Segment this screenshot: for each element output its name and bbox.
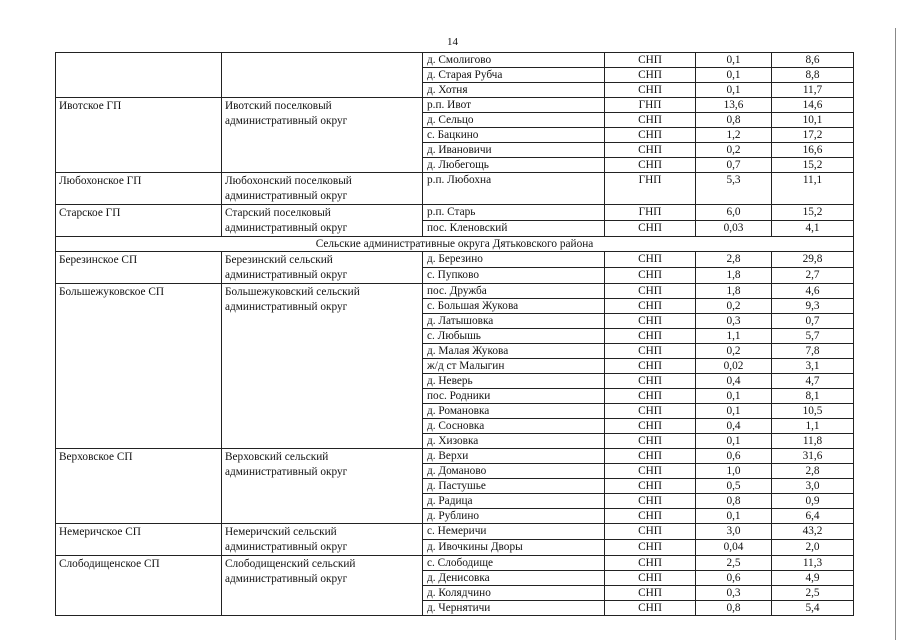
settlement-cell: д. Ивочкины Дворы (423, 540, 605, 556)
type-cell: ГНП (605, 205, 696, 221)
settlement-cell: д. Пастушье (423, 479, 605, 494)
value1-cell: 13,6 (696, 98, 772, 113)
value1-cell: 0,1 (696, 509, 772, 524)
settlement-cell: д. Смолигово (423, 53, 605, 68)
type-cell: СНП (605, 359, 696, 374)
value2-cell: 10,5 (772, 404, 854, 419)
value2-cell: 3,1 (772, 359, 854, 374)
value2-cell: 15,2 (772, 205, 854, 221)
type-cell: СНП (605, 53, 696, 68)
area-cell: Немеричское СП (56, 524, 222, 556)
table-row (56, 284, 854, 299)
value1-cell: 0,1 (696, 53, 772, 68)
value2-cell: 11,8 (772, 434, 854, 449)
value1-cell: 0,1 (696, 389, 772, 404)
value2-cell: 6,4 (772, 509, 854, 524)
section-title: Сельские административные округа Дятьковского района (56, 237, 854, 252)
value2-cell: 7,8 (772, 344, 854, 359)
type-cell: СНП (605, 389, 696, 404)
value1-cell: 1,1 (696, 329, 772, 344)
settlement-cell: д. Денисовка (423, 571, 605, 586)
settlement-cell: д. Хизовка (423, 434, 605, 449)
value2-cell: 8,8 (772, 68, 854, 83)
type-cell: СНП (605, 479, 696, 494)
table-body-urban (56, 53, 854, 237)
type-cell: СНП (605, 540, 696, 556)
value1-cell: 0,4 (696, 374, 772, 389)
table-body-rural (56, 252, 854, 616)
district-cell: Березинский сельский административный округ (222, 252, 423, 284)
type-cell: СНП (605, 252, 696, 268)
settlement-cell: д. Хотня (423, 83, 605, 98)
type-cell: СНП (605, 268, 696, 284)
district-cell: Большежуковский сельский административный округ (222, 284, 423, 449)
value1-cell: 0,04 (696, 540, 772, 556)
settlement-cell: с. Бацкино (423, 128, 605, 143)
type-cell: ГНП (605, 98, 696, 113)
value2-cell: 8,6 (772, 53, 854, 68)
area-cell: Березинское СП (56, 252, 222, 284)
table-row (56, 173, 854, 205)
type-cell: СНП (605, 221, 696, 237)
area-cell: Любохонское ГП (56, 173, 222, 205)
table-row (56, 98, 854, 113)
value2-cell: 17,2 (772, 128, 854, 143)
settlement-cell: пос. Дружба (423, 284, 605, 299)
value2-cell: 16,6 (772, 143, 854, 158)
value1-cell: 1,8 (696, 284, 772, 299)
area-cell: Большежуковское СП (56, 284, 222, 449)
type-cell: СНП (605, 494, 696, 509)
type-cell: СНП (605, 524, 696, 540)
value1-cell: 0,3 (696, 314, 772, 329)
value1-cell: 0,4 (696, 419, 772, 434)
type-cell: СНП (605, 464, 696, 479)
value1-cell: 0,03 (696, 221, 772, 237)
settlement-cell: с. Большая Жукова (423, 299, 605, 314)
value1-cell: 5,3 (696, 173, 772, 205)
value1-cell: 0,8 (696, 113, 772, 128)
value2-cell: 11,1 (772, 173, 854, 205)
settlement-cell: пос. Родники (423, 389, 605, 404)
table-row (56, 252, 854, 268)
value2-cell: 2,5 (772, 586, 854, 601)
type-cell: СНП (605, 601, 696, 616)
value2-cell: 14,6 (772, 98, 854, 113)
type-cell: СНП (605, 509, 696, 524)
district-cell: Ивотский поселковый административный округ (222, 98, 423, 173)
value2-cell: 3,0 (772, 479, 854, 494)
value2-cell: 0,9 (772, 494, 854, 509)
value2-cell: 8,1 (772, 389, 854, 404)
settlement-cell: пос. Кленовский (423, 221, 605, 237)
value2-cell: 2,7 (772, 268, 854, 284)
settlement-cell: с. Слободище (423, 556, 605, 571)
settlement-cell: д. Старая Рубча (423, 68, 605, 83)
settlement-cell: д. Рублино (423, 509, 605, 524)
settlement-cell: д. Сосновка (423, 419, 605, 434)
value2-cell: 9,3 (772, 299, 854, 314)
value2-cell: 4,1 (772, 221, 854, 237)
settlement-cell: д. Ивановичи (423, 143, 605, 158)
type-cell: СНП (605, 299, 696, 314)
value1-cell: 0,1 (696, 83, 772, 98)
value2-cell: 4,7 (772, 374, 854, 389)
settlement-cell: д. Чернятичи (423, 601, 605, 616)
table-section-header (56, 237, 854, 252)
type-cell: СНП (605, 143, 696, 158)
value1-cell: 0,2 (696, 344, 772, 359)
area-cell: Слободищенское СП (56, 556, 222, 616)
value2-cell: 10,1 (772, 113, 854, 128)
value2-cell: 11,7 (772, 83, 854, 98)
value1-cell: 1,8 (696, 268, 772, 284)
area-cell (56, 53, 222, 98)
type-cell: СНП (605, 314, 696, 329)
value2-cell: 2,8 (772, 464, 854, 479)
settlement-cell: с. Пупково (423, 268, 605, 284)
district-cell: Слободищенский сельский административный округ (222, 556, 423, 616)
settlement-cell: р.п. Любохна (423, 173, 605, 205)
settlement-cell: д. Доманово (423, 464, 605, 479)
type-cell: СНП (605, 434, 696, 449)
value1-cell: 0,6 (696, 449, 772, 464)
settlement-cell: д. Радица (423, 494, 605, 509)
value1-cell: 1,0 (696, 464, 772, 479)
type-cell: СНП (605, 586, 696, 601)
area-cell: Ивотское ГП (56, 98, 222, 173)
table-row (56, 556, 854, 571)
settlement-cell: р.п. Ивот (423, 98, 605, 113)
value1-cell: 6,0 (696, 205, 772, 221)
district-cell: Верховский сельский административный округ (222, 449, 423, 524)
type-cell: СНП (605, 374, 696, 389)
settlements-table (55, 52, 854, 616)
district-cell (222, 53, 423, 98)
district-cell: Немеричский сельский административный округ (222, 524, 423, 556)
type-cell: СНП (605, 284, 696, 299)
type-cell: СНП (605, 83, 696, 98)
area-cell: Старское ГП (56, 205, 222, 237)
type-cell: СНП (605, 449, 696, 464)
page-edge-line (895, 28, 896, 640)
value1-cell: 0,8 (696, 494, 772, 509)
table-row (56, 53, 854, 68)
value2-cell: 4,9 (772, 571, 854, 586)
settlement-cell: р.п. Старь (423, 205, 605, 221)
settlement-cell: д. Латышовка (423, 314, 605, 329)
value1-cell: 2,8 (696, 252, 772, 268)
settlement-cell: д. Романовка (423, 404, 605, 419)
value1-cell: 0,8 (696, 601, 772, 616)
value1-cell: 0,6 (696, 571, 772, 586)
type-cell: СНП (605, 404, 696, 419)
value2-cell: 15,2 (772, 158, 854, 173)
value2-cell: 31,6 (772, 449, 854, 464)
type-cell: СНП (605, 571, 696, 586)
value1-cell: 0,2 (696, 143, 772, 158)
value2-cell: 2,0 (772, 540, 854, 556)
value2-cell: 1,1 (772, 419, 854, 434)
type-cell: ГНП (605, 173, 696, 205)
value2-cell: 11,3 (772, 556, 854, 571)
settlement-cell: д. Колядчино (423, 586, 605, 601)
table-row (56, 524, 854, 540)
type-cell: СНП (605, 128, 696, 143)
settlement-cell: д. Малая Жукова (423, 344, 605, 359)
value1-cell: 0,1 (696, 434, 772, 449)
settlement-cell: с. Немеричи (423, 524, 605, 540)
value2-cell: 0,7 (772, 314, 854, 329)
value1-cell: 0,3 (696, 586, 772, 601)
page-number: 14 (447, 36, 458, 48)
value1-cell: 2,5 (696, 556, 772, 571)
settlement-cell: д. Любегощь (423, 158, 605, 173)
value1-cell: 0,1 (696, 68, 772, 83)
value1-cell: 0,02 (696, 359, 772, 374)
type-cell: СНП (605, 113, 696, 128)
value1-cell: 3,0 (696, 524, 772, 540)
value2-cell: 29,8 (772, 252, 854, 268)
district-cell: Старский поселковый административный округ (222, 205, 423, 237)
type-cell: СНП (605, 68, 696, 83)
value2-cell: 5,4 (772, 601, 854, 616)
district-cell: Любохонский поселковый административный округ (222, 173, 423, 205)
settlement-cell: д. Верхи (423, 449, 605, 464)
settlement-cell: д. Березино (423, 252, 605, 268)
value2-cell: 43,2 (772, 524, 854, 540)
value1-cell: 0,5 (696, 479, 772, 494)
type-cell: СНП (605, 158, 696, 173)
settlement-cell: д. Неверь (423, 374, 605, 389)
type-cell: СНП (605, 344, 696, 359)
value1-cell: 0,2 (696, 299, 772, 314)
value1-cell: 0,1 (696, 404, 772, 419)
value1-cell: 0,7 (696, 158, 772, 173)
type-cell: СНП (605, 556, 696, 571)
table-row (56, 205, 854, 221)
value2-cell: 5,7 (772, 329, 854, 344)
type-cell: СНП (605, 329, 696, 344)
type-cell: СНП (605, 419, 696, 434)
settlement-cell: ж/д ст Малыгин (423, 359, 605, 374)
settlement-cell: с. Любышь (423, 329, 605, 344)
value1-cell: 1,2 (696, 128, 772, 143)
area-cell: Верховское СП (56, 449, 222, 524)
settlement-cell: д. Сельцо (423, 113, 605, 128)
table-row (56, 449, 854, 464)
value2-cell: 4,6 (772, 284, 854, 299)
